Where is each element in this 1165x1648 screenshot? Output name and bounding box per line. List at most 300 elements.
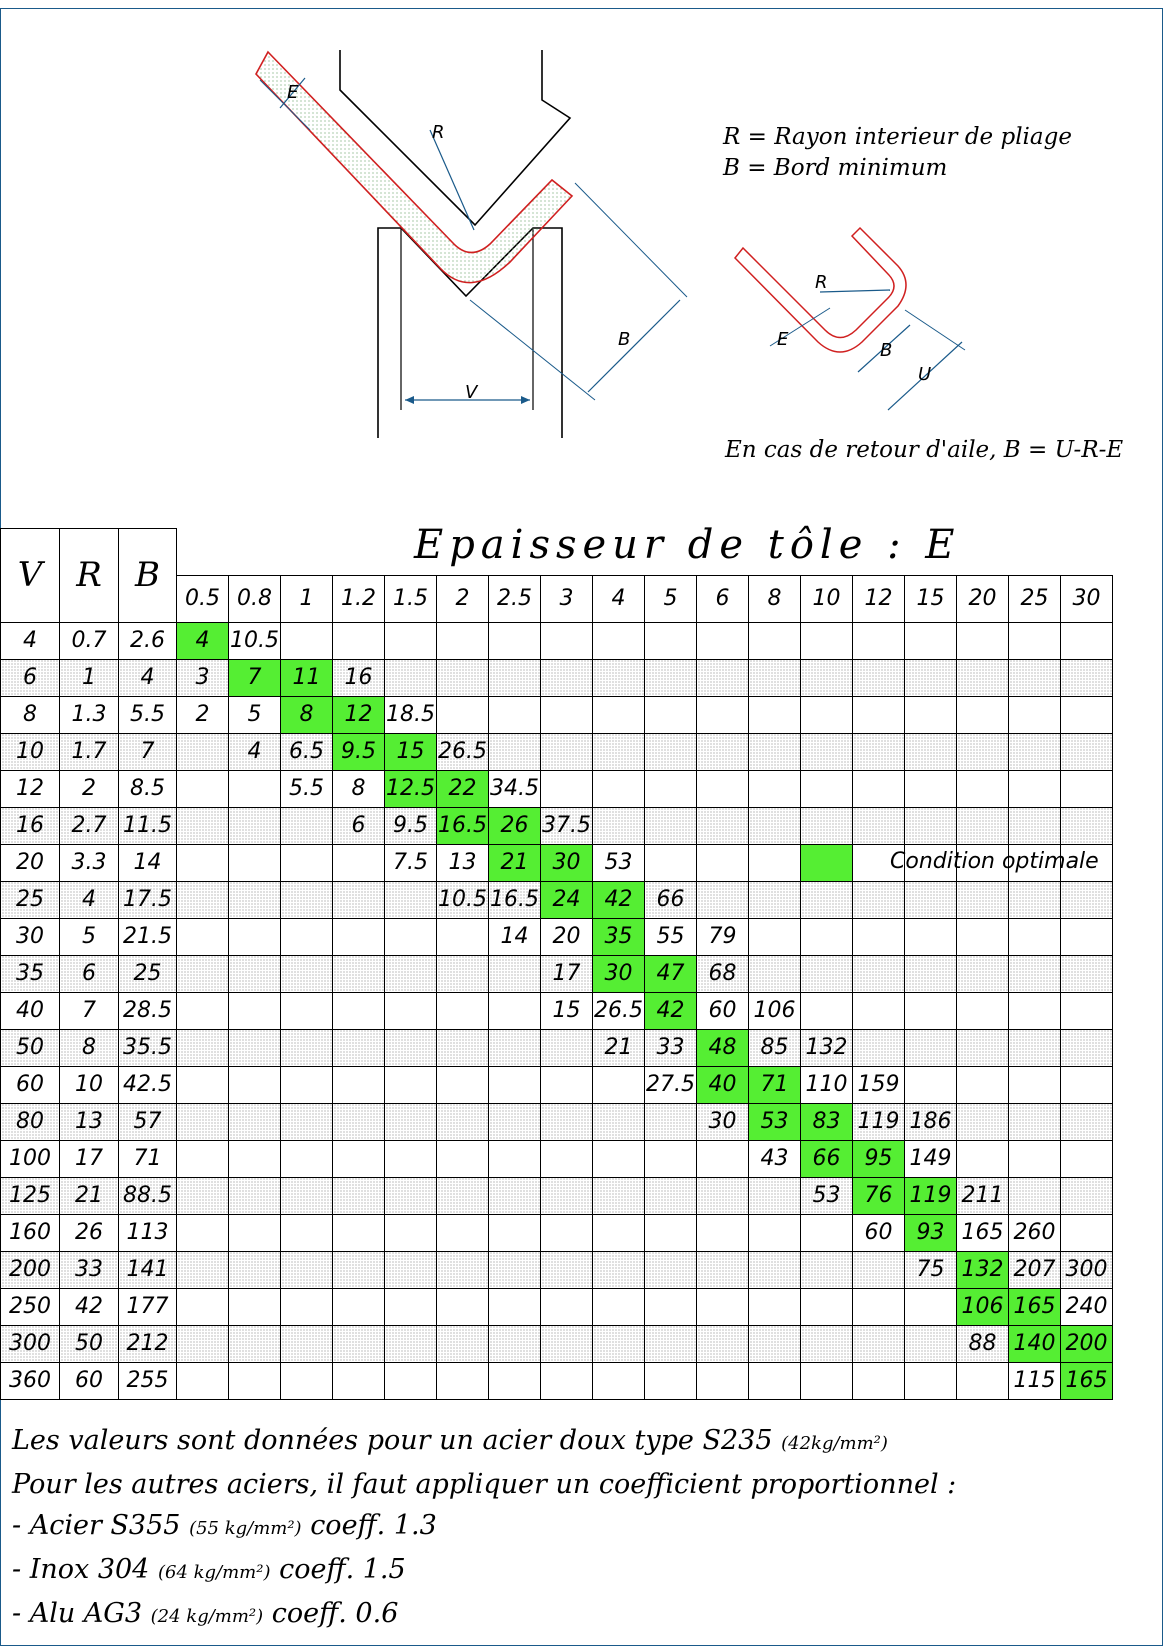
force-cell: 83 [801, 1103, 853, 1140]
table-row [1, 1140, 1113, 1177]
force-cell [229, 844, 281, 881]
table-row [1, 1214, 1113, 1251]
force-cell [541, 1066, 593, 1103]
force-cell [437, 659, 489, 696]
force-cell [541, 733, 593, 770]
force-cell: 140 [1009, 1325, 1061, 1362]
table-row [1, 1066, 1113, 1103]
force-cell [801, 622, 853, 659]
thickness-header: 2 [437, 575, 489, 622]
force-cell [1061, 807, 1113, 844]
cell-b: 212 [119, 1325, 177, 1362]
force-cell [385, 1029, 437, 1066]
force-cell [333, 1362, 385, 1399]
force-cell [437, 1288, 489, 1325]
cell-v: 10 [1, 733, 60, 770]
table-row [1, 1362, 1113, 1399]
force-cell [489, 659, 541, 696]
force-cell [489, 1066, 541, 1103]
force-cell [1061, 1140, 1113, 1177]
force-cell [853, 1362, 905, 1399]
force-cell [229, 881, 281, 918]
cell-b: 5.5 [119, 696, 177, 733]
note-line-2: Pour les autres aciers, il faut appliquer un coefficient proportionnel : [12, 1469, 957, 1500]
force-cell [1009, 807, 1061, 844]
force-cell [281, 1251, 333, 1288]
table-heading: Epaisseur de tôle : E [414, 522, 961, 568]
force-cell [593, 659, 645, 696]
cell-v: 25 [1, 881, 60, 918]
table-row [1, 1288, 1113, 1325]
force-cell [437, 1214, 489, 1251]
force-cell [437, 1325, 489, 1362]
force-cell [541, 622, 593, 659]
force-cell [177, 807, 229, 844]
cell-v: 50 [1, 1029, 60, 1066]
force-cell: 4 [177, 622, 229, 659]
table-row [1, 622, 1113, 659]
label-e1: E [287, 82, 299, 103]
table-row [1, 1103, 1113, 1140]
force-cell [229, 1325, 281, 1362]
force-cell: 24 [541, 881, 593, 918]
force-cell: 55 [645, 918, 697, 955]
force-cell: 21 [593, 1029, 645, 1066]
force-cell: 3 [177, 659, 229, 696]
force-cell [749, 1325, 801, 1362]
note-5-small: (24 kg/mm²) [150, 1606, 264, 1627]
force-cell: 18.5 [385, 696, 437, 733]
force-cell [281, 918, 333, 955]
notes [12, 1420, 956, 1637]
force-cell [749, 844, 801, 881]
force-cell [437, 1103, 489, 1140]
force-cell: 9.5 [385, 807, 437, 844]
thickness-header: 6 [697, 575, 749, 622]
force-cell [229, 1251, 281, 1288]
cell-b: 42.5 [119, 1066, 177, 1103]
force-cell [333, 918, 385, 955]
force-cell: 165 [957, 1214, 1009, 1251]
force-cell: 15 [385, 733, 437, 770]
force-cell [697, 881, 749, 918]
force-cell [905, 733, 957, 770]
force-cell: 300 [1061, 1251, 1113, 1288]
cell-v: 35 [1, 955, 60, 992]
force-cell [853, 992, 905, 1029]
note-5-b: coeff. 0.6 [271, 1598, 399, 1629]
thickness-header: 15 [905, 575, 957, 622]
force-cell [437, 918, 489, 955]
force-cell: 34.5 [489, 770, 541, 807]
force-cell [905, 1362, 957, 1399]
force-cell [281, 622, 333, 659]
force-cell [1009, 918, 1061, 955]
force-cell: 53 [749, 1103, 801, 1140]
table-row [1, 696, 1113, 733]
cell-v: 200 [1, 1251, 60, 1288]
force-cell [177, 955, 229, 992]
force-cell [905, 807, 957, 844]
cell-v: 300 [1, 1325, 60, 1362]
force-cell: 27.5 [645, 1066, 697, 1103]
cell-r: 13 [60, 1103, 119, 1140]
force-cell: 110 [801, 1066, 853, 1103]
force-cell [801, 1325, 853, 1362]
force-cell: 207 [1009, 1251, 1061, 1288]
force-cell [697, 1325, 749, 1362]
thickness-header: 12 [853, 575, 905, 622]
force-cell: 33 [645, 1029, 697, 1066]
force-cell: 53 [801, 1177, 853, 1214]
note-line-1 [12, 1420, 956, 1464]
col-v-header: V [1, 529, 60, 623]
force-cell [593, 622, 645, 659]
force-cell: 159 [853, 1066, 905, 1103]
force-cell [281, 1140, 333, 1177]
force-cell [281, 1288, 333, 1325]
force-cell [593, 1214, 645, 1251]
force-cell: 8 [333, 770, 385, 807]
label-b2: B [880, 340, 893, 361]
force-cell: 20 [541, 918, 593, 955]
thickness-header: 20 [957, 575, 1009, 622]
force-cell [1061, 696, 1113, 733]
table-row [1, 992, 1113, 1029]
force-cell [437, 622, 489, 659]
force-cell [541, 1140, 593, 1177]
force-cell [749, 622, 801, 659]
force-cell [281, 1103, 333, 1140]
cell-b: 4 [119, 659, 177, 696]
sheet-bent [256, 52, 572, 283]
force-cell [385, 1251, 437, 1288]
force-cell: 2 [177, 696, 229, 733]
force-cell [853, 1251, 905, 1288]
table-row [1, 1251, 1113, 1288]
force-cell [957, 1029, 1009, 1066]
thickness-header: 0.8 [229, 575, 281, 622]
force-cell [1009, 1103, 1061, 1140]
force-cell: 35 [593, 918, 645, 955]
force-cell [593, 807, 645, 844]
force-cell [801, 1214, 853, 1251]
force-cell [177, 1103, 229, 1140]
note-1-main: Les valeurs sont données pour un acier doux type S235 [12, 1425, 773, 1456]
force-cell [541, 1251, 593, 1288]
force-cell [437, 992, 489, 1029]
force-cell [177, 918, 229, 955]
force-cell [645, 1214, 697, 1251]
force-cell: 93 [905, 1214, 957, 1251]
force-cell: 13 [437, 844, 489, 881]
force-cell: 75 [905, 1251, 957, 1288]
force-cell [697, 1362, 749, 1399]
force-cell [1009, 1066, 1061, 1103]
force-cell [437, 1029, 489, 1066]
force-cell [749, 659, 801, 696]
force-cell: 40 [697, 1066, 749, 1103]
cell-r: 5 [60, 918, 119, 955]
force-cell [385, 1103, 437, 1140]
force-cell [957, 955, 1009, 992]
force-cell [801, 733, 853, 770]
cell-v: 40 [1, 992, 60, 1029]
force-cell [1061, 881, 1113, 918]
force-cell [437, 1066, 489, 1103]
label-r2: R [815, 272, 828, 293]
force-cell [385, 1288, 437, 1325]
force-cell [489, 1251, 541, 1288]
force-cell [905, 881, 957, 918]
force-cell [1061, 1066, 1113, 1103]
force-cell [229, 1140, 281, 1177]
force-cell [229, 918, 281, 955]
force-cell: 48 [697, 1029, 749, 1066]
label-b1: B [618, 329, 631, 350]
note-1-small: (42kg/mm²) [781, 1433, 888, 1454]
force-cell [957, 1362, 1009, 1399]
cell-v: 100 [1, 1140, 60, 1177]
force-cell [489, 1362, 541, 1399]
cell-r: 0.7 [60, 622, 119, 659]
force-cell [697, 733, 749, 770]
force-cell [957, 807, 1009, 844]
table-row [1, 881, 1113, 918]
cell-b: 28.5 [119, 992, 177, 1029]
force-cell [593, 696, 645, 733]
force-cell [1061, 770, 1113, 807]
force-cell: 211 [957, 1177, 1009, 1214]
cell-b: 21.5 [119, 918, 177, 955]
force-cell [177, 1214, 229, 1251]
force-cell: 149 [905, 1140, 957, 1177]
note-5-a: - Alu AG3 [12, 1598, 143, 1629]
cell-b: 7 [119, 733, 177, 770]
force-cell [281, 1214, 333, 1251]
force-cell [1061, 733, 1113, 770]
force-cell [177, 1140, 229, 1177]
force-cell: 6.5 [281, 733, 333, 770]
force-cell: 66 [801, 1140, 853, 1177]
cell-v: 20 [1, 844, 60, 881]
force-cell [333, 1140, 385, 1177]
force-cell [281, 1029, 333, 1066]
force-cell [1009, 881, 1061, 918]
force-cell [489, 1177, 541, 1214]
force-cell [593, 1066, 645, 1103]
cell-r: 2.7 [60, 807, 119, 844]
force-cell [489, 1288, 541, 1325]
force-cell [593, 1251, 645, 1288]
cell-v: 4 [1, 622, 60, 659]
cell-b: 57 [119, 1103, 177, 1140]
force-cell: 88 [957, 1325, 1009, 1362]
note-4-small: (64 kg/mm²) [157, 1562, 271, 1583]
cell-v: 160 [1, 1214, 60, 1251]
force-cell [541, 1325, 593, 1362]
force-cell [333, 955, 385, 992]
force-cell [281, 992, 333, 1029]
force-cell [177, 881, 229, 918]
force-cell [177, 1066, 229, 1103]
force-cell [229, 1177, 281, 1214]
note-line-4 [12, 1549, 956, 1593]
force-cell: 47 [645, 955, 697, 992]
force-cell [593, 1103, 645, 1140]
force-cell [697, 770, 749, 807]
force-cell [645, 1177, 697, 1214]
force-cell [697, 696, 749, 733]
force-cell [541, 1103, 593, 1140]
force-cell [281, 1177, 333, 1214]
thickness-header: 25 [1009, 575, 1061, 622]
force-cell [853, 881, 905, 918]
force-cell [645, 1288, 697, 1325]
force-cell [957, 992, 1009, 1029]
force-cell: 5.5 [281, 770, 333, 807]
force-cell [957, 1066, 1009, 1103]
force-cell [957, 622, 1009, 659]
force-cell [333, 1251, 385, 1288]
force-cell: 15 [541, 992, 593, 1029]
force-cell: 14 [489, 918, 541, 955]
force-cell [697, 659, 749, 696]
force-cell [697, 1177, 749, 1214]
force-cell [1061, 1103, 1113, 1140]
force-cell [177, 1029, 229, 1066]
cell-b: 25 [119, 955, 177, 992]
force-cell [853, 696, 905, 733]
cell-b: 141 [119, 1251, 177, 1288]
force-cell [593, 770, 645, 807]
force-cell [749, 955, 801, 992]
force-cell [905, 1288, 957, 1325]
legend-radius: R = Rayon interieur de pliage [723, 124, 1072, 150]
force-cell: 8 [281, 696, 333, 733]
force-cell [281, 1362, 333, 1399]
force-cell: 71 [749, 1066, 801, 1103]
force-cell [333, 1103, 385, 1140]
force-cell: 60 [697, 992, 749, 1029]
force-cell [229, 1288, 281, 1325]
force-cell: 132 [957, 1251, 1009, 1288]
force-cell: 37.5 [541, 807, 593, 844]
force-cell [229, 1103, 281, 1140]
force-cell [801, 992, 853, 1029]
force-cell [1061, 992, 1113, 1029]
force-cell [801, 844, 853, 881]
force-cell: 68 [697, 955, 749, 992]
force-cell [853, 1029, 905, 1066]
force-cell [593, 1288, 645, 1325]
cell-b: 11.5 [119, 807, 177, 844]
force-cell [385, 1325, 437, 1362]
force-cell: 240 [1061, 1288, 1113, 1325]
force-cell [489, 1029, 541, 1066]
force-cell: 12.5 [385, 770, 437, 807]
cell-r: 42 [60, 1288, 119, 1325]
force-cell [177, 1251, 229, 1288]
force-cell [437, 955, 489, 992]
force-cell [333, 844, 385, 881]
force-cell: 260 [1009, 1214, 1061, 1251]
force-cell [749, 807, 801, 844]
force-cell [957, 770, 1009, 807]
legend-bord: B = Bord minimum [723, 155, 948, 181]
force-cell [1061, 622, 1113, 659]
cell-r: 10 [60, 1066, 119, 1103]
force-cell [281, 955, 333, 992]
force-cell [905, 696, 957, 733]
force-cell [541, 1029, 593, 1066]
force-cell [957, 881, 1009, 918]
force-cell: 11 [281, 659, 333, 696]
force-cell [645, 1251, 697, 1288]
force-cell: 119 [853, 1103, 905, 1140]
force-cell [437, 1251, 489, 1288]
force-cell [905, 992, 957, 1029]
force-cell [697, 1140, 749, 1177]
force-cell: 186 [905, 1103, 957, 1140]
force-cell [645, 659, 697, 696]
cell-v: 360 [1, 1362, 60, 1399]
force-cell [385, 881, 437, 918]
force-cell: 165 [1061, 1362, 1113, 1399]
cell-r: 60 [60, 1362, 119, 1399]
cell-v: 60 [1, 1066, 60, 1103]
force-cell [1009, 1140, 1061, 1177]
force-cell: 42 [645, 992, 697, 1029]
force-cell [593, 1362, 645, 1399]
cell-r: 26 [60, 1214, 119, 1251]
force-cell [853, 1325, 905, 1362]
force-cell [1061, 1029, 1113, 1066]
force-cell [749, 918, 801, 955]
force-cell [541, 1214, 593, 1251]
thickness-header: 8 [749, 575, 801, 622]
table-row [1, 918, 1113, 955]
force-cell [1061, 918, 1113, 955]
force-cell [281, 807, 333, 844]
force-cell [749, 1177, 801, 1214]
table-row [1, 807, 1113, 844]
cell-b: 88.5 [119, 1177, 177, 1214]
cell-r: 50 [60, 1325, 119, 1362]
table-row [1, 1029, 1113, 1066]
force-cell [853, 659, 905, 696]
force-cell [645, 844, 697, 881]
force-cell: 5 [229, 696, 281, 733]
force-cell [905, 622, 957, 659]
force-cell [437, 1362, 489, 1399]
note-3-small: (55 kg/mm²) [189, 1518, 302, 1539]
force-cell [801, 1288, 853, 1325]
force-cell [749, 881, 801, 918]
force-cell: 10.5 [437, 881, 489, 918]
note-3-a: - Acier S355 [12, 1510, 181, 1541]
force-cell [593, 733, 645, 770]
force-cell [645, 770, 697, 807]
cell-b: 71 [119, 1140, 177, 1177]
note-line-5 [12, 1593, 956, 1637]
force-cell [385, 1066, 437, 1103]
force-cell: 106 [749, 992, 801, 1029]
force-cell [749, 1251, 801, 1288]
label-r1: R [432, 122, 445, 143]
force-cell [541, 1362, 593, 1399]
force-cell [229, 1362, 281, 1399]
